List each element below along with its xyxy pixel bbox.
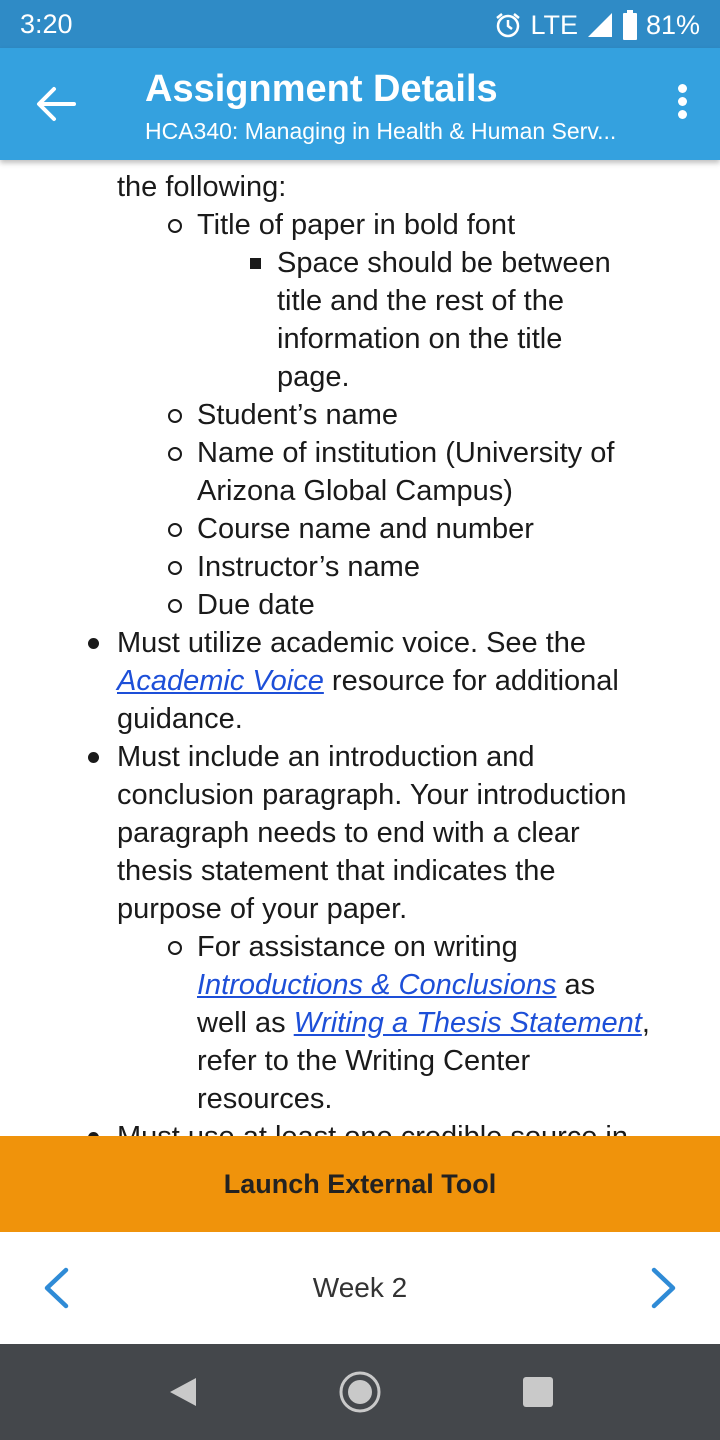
next-week-button[interactable] bbox=[648, 1266, 680, 1310]
list-item-continuation: Academic Voice resource for additional bbox=[117, 665, 619, 697]
status-time: 3:20 bbox=[20, 9, 73, 39]
week-label: Week 2 bbox=[312, 1272, 408, 1303]
list-item-continuation: conclusion paragraph. Your introduction bbox=[117, 779, 627, 811]
list-item: Student’s name bbox=[0, 396, 720, 434]
list-item-continuation: well as Writing a Thesis Statement, bbox=[197, 1007, 650, 1039]
week-navigation bbox=[0, 1232, 720, 1344]
list-item-continuation: Arizona Global Campus) bbox=[197, 475, 513, 507]
list-item-continuation: thesis statement that indicates the bbox=[117, 855, 556, 887]
hollow-bullet-icon bbox=[168, 941, 182, 955]
page-title: Assignment Details bbox=[145, 68, 498, 110]
battery-icon bbox=[622, 10, 638, 40]
introductions-conclusions-link[interactable]: Introductions & Conclusions bbox=[197, 969, 557, 1001]
list-item-continuation: resources. bbox=[197, 1083, 333, 1115]
list-item: Due date bbox=[0, 586, 720, 624]
academic-voice-link[interactable]: Academic Voice bbox=[117, 665, 324, 697]
launch-external-tool-button[interactable]: Launch External Tool bbox=[0, 1136, 720, 1232]
list-item-continuation: page. bbox=[277, 361, 350, 393]
arrow-left-icon bbox=[34, 84, 78, 124]
system-home-button[interactable] bbox=[338, 1370, 382, 1414]
system-recents-button[interactable] bbox=[516, 1370, 560, 1414]
list-item: Title of paper in bold font bbox=[0, 206, 720, 244]
battery-percent: 81% bbox=[645, 9, 700, 40]
list-item-continuation: title and the rest of the bbox=[277, 285, 564, 317]
list-item: Instructor’s name bbox=[0, 548, 720, 586]
list-item: Name of institution (University of bbox=[0, 434, 720, 472]
system-nav-bar bbox=[0, 1344, 720, 1440]
list-item-continuation: Introductions & Conclusions as bbox=[197, 969, 596, 1001]
course-subtitle: HCA340: Managing in Health & Human Serv... bbox=[145, 118, 617, 144]
circle-home-icon bbox=[338, 1370, 382, 1414]
list-item: Space should be between bbox=[0, 244, 720, 282]
list-item: the following: bbox=[117, 171, 287, 203]
assignment-content[interactable] bbox=[0, 160, 720, 1136]
bullet-icon bbox=[88, 752, 99, 763]
more-vertical-icon bbox=[674, 84, 690, 119]
list-item: Must include an introduction and bbox=[0, 738, 720, 776]
hollow-bullet-icon bbox=[168, 409, 182, 423]
list-item-continuation: information on the title bbox=[277, 323, 563, 355]
hollow-bullet-icon bbox=[168, 219, 182, 233]
signal-icon bbox=[586, 11, 614, 39]
list-item-continuation: guidance. bbox=[117, 703, 243, 735]
hollow-bullet-icon bbox=[168, 561, 182, 575]
hollow-bullet-icon bbox=[168, 599, 182, 613]
network-type: LTE bbox=[530, 9, 578, 40]
square-recents-icon bbox=[516, 1370, 560, 1414]
list-item: Must utilize academic voice. See the bbox=[0, 624, 720, 662]
triangle-back-icon bbox=[160, 1370, 204, 1414]
list-item-continuation: purpose of your paper. bbox=[117, 893, 408, 925]
hollow-bullet-icon bbox=[168, 447, 182, 461]
status-icons bbox=[486, 9, 700, 41]
alarm-icon bbox=[494, 11, 522, 39]
list-item-continuation: paragraph needs to end with a clear bbox=[117, 817, 580, 849]
more-menu-button[interactable] bbox=[674, 84, 690, 124]
square-bullet-icon bbox=[250, 258, 261, 269]
list-item-continuation: refer to the Writing Center bbox=[197, 1045, 531, 1077]
back-button[interactable] bbox=[34, 84, 78, 124]
status-bar bbox=[0, 0, 720, 48]
bullet-icon bbox=[88, 638, 99, 649]
app-bar bbox=[0, 48, 720, 160]
chevron-right-icon bbox=[648, 1266, 680, 1310]
thesis-statement-link[interactable]: Writing a Thesis Statement bbox=[293, 1007, 642, 1039]
system-back-button[interactable] bbox=[160, 1370, 204, 1414]
list-item: For assistance on writing bbox=[0, 928, 720, 966]
hollow-bullet-icon bbox=[168, 523, 182, 537]
list-item: Course name and number bbox=[0, 510, 720, 548]
